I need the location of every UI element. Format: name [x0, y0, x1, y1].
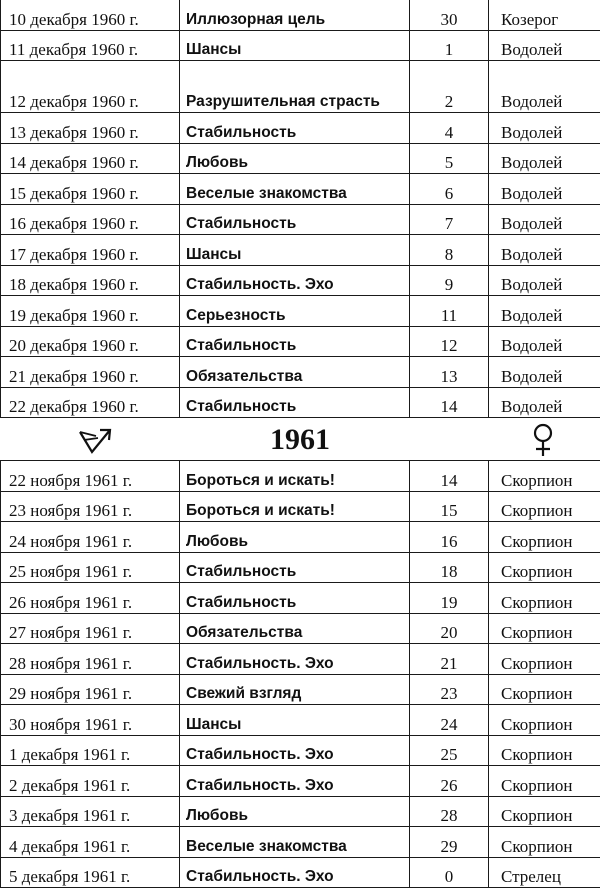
table-row: [1, 583, 600, 614]
table-row: [1, 674, 600, 705]
number-cell: 0: [410, 857, 489, 888]
number-cell: 28: [410, 796, 489, 827]
table-row: [1, 644, 600, 675]
number-cell: 14: [410, 461, 489, 492]
date-cell: 17 декабря 1960 г.: [1, 235, 180, 266]
venus-icon: [530, 422, 556, 458]
date-cell: 3 декабря 1961 г.: [1, 796, 180, 827]
number-cell: 4: [410, 113, 489, 144]
sign-cell: Водолей: [489, 204, 600, 235]
name-cell: Стабильность: [180, 583, 410, 614]
table-row: [1, 461, 600, 492]
sign-cell: Скорпион: [489, 461, 600, 492]
table-row: [1, 857, 600, 888]
name-cell: Стабильность: [180, 204, 410, 235]
name-cell: Стабильность. Эхо: [180, 265, 410, 296]
sign-cell: Скорпион: [489, 796, 600, 827]
sign-cell: Скорпион: [489, 613, 600, 644]
date-cell: 11 декабря 1960 г.: [1, 30, 180, 61]
sign-cell: Скорпион: [489, 674, 600, 705]
date-cell: 14 декабря 1960 г.: [1, 143, 180, 174]
sign-cell: Водолей: [489, 387, 600, 418]
table-row: [1, 113, 600, 144]
name-cell: Любовь: [180, 143, 410, 174]
name-cell: Стабильность: [180, 326, 410, 357]
sign-cell: Скорпион: [489, 827, 600, 858]
date-cell: 27 ноября 1961 г.: [1, 613, 180, 644]
number-cell: 14: [410, 387, 489, 418]
date-cell: 12 декабря 1960 г.: [1, 61, 180, 113]
name-cell: Шансы: [180, 705, 410, 736]
date-cell: 23 ноября 1961 г.: [1, 491, 180, 522]
sign-cell: Водолей: [489, 326, 600, 357]
date-cell: 19 декабря 1960 г.: [1, 296, 180, 327]
table-row: [1, 552, 600, 583]
date-cell: 10 декабря 1960 г.: [1, 0, 180, 30]
sign-cell: Козерог: [489, 0, 600, 30]
table-row: [1, 522, 600, 553]
date-cell: 15 декабря 1960 г.: [1, 174, 180, 205]
table-row: [1, 796, 600, 827]
name-cell: Бороться и искать!: [180, 461, 410, 492]
date-cell: 2 декабря 1961 г.: [1, 766, 180, 797]
date-cell: 5 декабря 1961 г.: [1, 857, 180, 888]
year-title: 1961: [0, 423, 600, 457]
date-cell: 25 ноября 1961 г.: [1, 552, 180, 583]
name-cell: Обязательства: [180, 613, 410, 644]
number-cell: 19: [410, 583, 489, 614]
table-row: [1, 0, 600, 30]
name-cell: Стабильность. Эхо: [180, 857, 410, 888]
sign-cell: Водолей: [489, 265, 600, 296]
number-cell: 20: [410, 613, 489, 644]
sign-cell: Водолей: [489, 357, 600, 388]
number-cell: 24: [410, 705, 489, 736]
table-row: [1, 766, 600, 797]
table-row: [1, 174, 600, 205]
number-cell: 5: [410, 143, 489, 174]
date-cell: 28 ноября 1961 г.: [1, 644, 180, 675]
number-cell: 29: [410, 827, 489, 858]
table-row: [1, 143, 600, 174]
name-cell: Обязательства: [180, 357, 410, 388]
table-row: [1, 357, 600, 388]
table-1961: [0, 460, 600, 888]
sign-cell: Скорпион: [489, 766, 600, 797]
number-cell: 8: [410, 235, 489, 266]
number-cell: 9: [410, 265, 489, 296]
name-cell: Стабильность: [180, 113, 410, 144]
table-1960-body: [1, 0, 600, 418]
name-cell: Любовь: [180, 796, 410, 827]
name-cell: Шансы: [180, 30, 410, 61]
number-cell: 7: [410, 204, 489, 235]
sign-cell: Водолей: [489, 296, 600, 327]
table-row: [1, 387, 600, 418]
number-cell: 13: [410, 357, 489, 388]
date-cell: 18 декабря 1960 г.: [1, 265, 180, 296]
sign-cell: Водолей: [489, 30, 600, 61]
date-cell: 22 декабря 1960 г.: [1, 387, 180, 418]
table-row: [1, 61, 600, 113]
sign-cell: Стрелец: [489, 857, 600, 888]
name-cell: Веселые знакомства: [180, 174, 410, 205]
number-cell: 2: [410, 61, 489, 113]
date-cell: 1 декабря 1961 г.: [1, 735, 180, 766]
table-1960: [0, 0, 600, 418]
number-cell: 15: [410, 491, 489, 522]
number-cell: 23: [410, 674, 489, 705]
sign-cell: Водолей: [489, 113, 600, 144]
date-cell: 4 декабря 1961 г.: [1, 827, 180, 858]
date-cell: 20 декабря 1960 г.: [1, 326, 180, 357]
sign-cell: Скорпион: [489, 552, 600, 583]
year-header: [0, 418, 600, 460]
number-cell: 1: [410, 30, 489, 61]
sign-cell: Водолей: [489, 174, 600, 205]
date-cell: 26 ноября 1961 г.: [1, 583, 180, 614]
sign-cell: Водолей: [489, 143, 600, 174]
table-row: [1, 613, 600, 644]
date-cell: 13 декабря 1960 г.: [1, 113, 180, 144]
sign-cell: Водолей: [489, 235, 600, 266]
table-row: [1, 30, 600, 61]
table-row: [1, 735, 600, 766]
number-cell: 18: [410, 552, 489, 583]
number-cell: 11: [410, 296, 489, 327]
date-cell: 29 ноября 1961 г.: [1, 674, 180, 705]
name-cell: Веселые знакомства: [180, 827, 410, 858]
name-cell: Серьезность: [180, 296, 410, 327]
name-cell: Стабильность: [180, 552, 410, 583]
number-cell: 16: [410, 522, 489, 553]
number-cell: 30: [410, 0, 489, 30]
number-cell: 21: [410, 644, 489, 675]
name-cell: Стабильность: [180, 387, 410, 418]
date-cell: 30 ноября 1961 г.: [1, 705, 180, 736]
table-row: [1, 705, 600, 736]
name-cell: Стабильность. Эхо: [180, 735, 410, 766]
table-1961-body: [1, 461, 600, 888]
table-row: [1, 265, 600, 296]
table-row: [1, 326, 600, 357]
name-cell: Любовь: [180, 522, 410, 553]
name-cell: Разрушительная страсть: [180, 61, 410, 113]
date-cell: 21 декабря 1960 г.: [1, 357, 180, 388]
sign-cell: Скорпион: [489, 522, 600, 553]
sign-cell: Водолей: [489, 61, 600, 113]
number-cell: 26: [410, 766, 489, 797]
date-cell: 22 ноября 1961 г.: [1, 461, 180, 492]
table-row: [1, 491, 600, 522]
table-row: [1, 204, 600, 235]
sign-cell: Скорпион: [489, 705, 600, 736]
number-cell: 12: [410, 326, 489, 357]
sign-cell: Скорпион: [489, 735, 600, 766]
sign-cell: Скорпион: [489, 644, 600, 675]
name-cell: Стабильность. Эхо: [180, 644, 410, 675]
date-cell: 16 декабря 1960 г.: [1, 204, 180, 235]
name-cell: Стабильность. Эхо: [180, 766, 410, 797]
name-cell: Свежий взгляд: [180, 674, 410, 705]
table-row: [1, 296, 600, 327]
number-cell: 25: [410, 735, 489, 766]
sign-cell: Скорпион: [489, 491, 600, 522]
number-cell: 6: [410, 174, 489, 205]
date-cell: 24 ноября 1961 г.: [1, 522, 180, 553]
name-cell: Бороться и искать!: [180, 491, 410, 522]
table-row: [1, 827, 600, 858]
name-cell: Иллюзорная цель: [180, 0, 410, 30]
sign-cell: Скорпион: [489, 583, 600, 614]
name-cell: Шансы: [180, 235, 410, 266]
table-row: [1, 235, 600, 266]
